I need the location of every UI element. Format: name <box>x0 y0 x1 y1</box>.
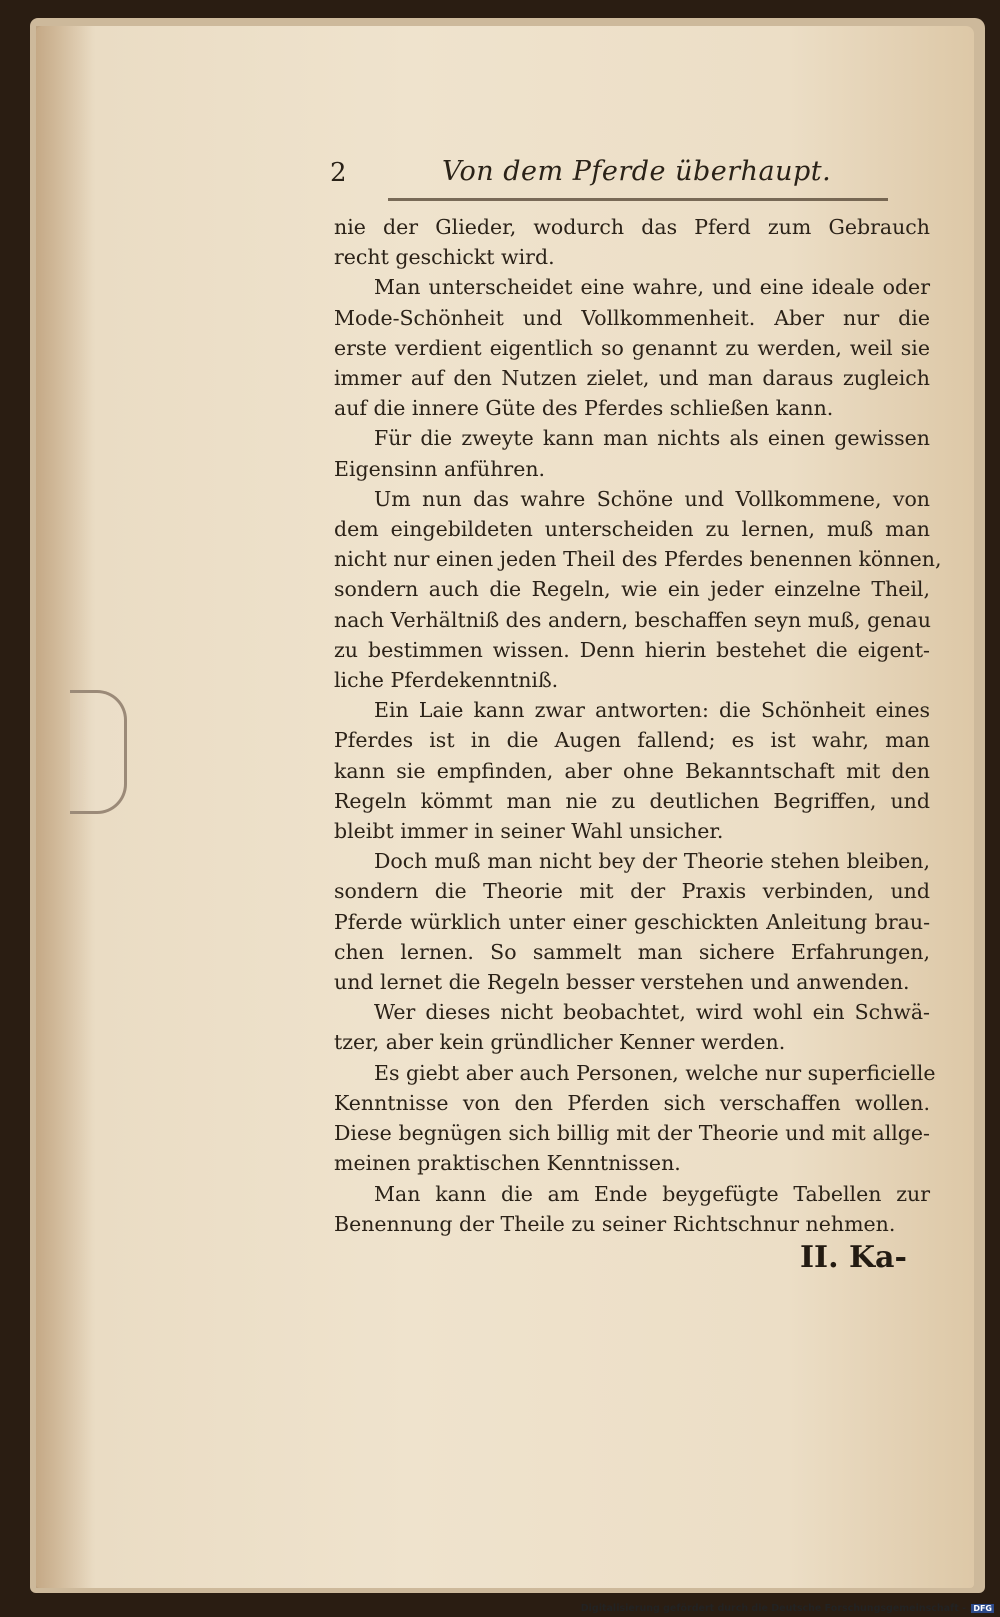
text-line: meinen praktischen Kenntnissen. <box>334 1151 681 1176</box>
text-line: Pferdes ist in die Augen fallend; es ist wahr, man <box>334 728 930 753</box>
text-line: zu bestimmen wissen. Denn hierin bestehet die eigent- <box>334 637 930 662</box>
text-line: Wer dieses nicht beobachtet, wird wohl ein Schwä- <box>374 1000 930 1025</box>
text-line: Es giebt aber auch Personen, welche nur superficielle <box>374 1060 936 1085</box>
text-line: liche Pferdekenntniß. <box>334 668 559 693</box>
text-line: Ein Laie kann zwar antworten: die Schönheit eines <box>374 698 930 723</box>
dfg-logo-icon: DFG <box>973 1604 992 1613</box>
running-head: Von dem Pferde überhaupt. <box>442 156 832 187</box>
text-line: Eigensinn anführen. <box>334 456 546 481</box>
footer-text: Digitalisierung gefördert durch die Deutsche Forschungsgemeinschaft - <box>580 1603 967 1614</box>
page-header <box>330 152 890 198</box>
text-line: Für die zweyte kann man nichts als einen gewissen <box>374 426 930 451</box>
text-line: tzer, aber kein gründlicher Kenner werden. <box>334 1030 786 1055</box>
text-line: Man unterscheidet eine wahre, und eine ideale oder <box>374 275 930 300</box>
text-line: sondern auch die Regeln, wie ein jeder einzelne Theil, <box>334 577 930 602</box>
digitization-footer <box>581 1603 994 1614</box>
text-line: Pferde würklich unter einer geschickten Anleitung brau- <box>334 909 930 934</box>
text-line: erste verdient eigentlich so genannt zu werden, weil sie <box>334 335 930 360</box>
text-line: Mode-Schönheit und Vollkommenheit. Aber nur die <box>334 305 930 330</box>
text-line: recht geschickt wird. <box>334 245 555 270</box>
text-line: Kenntnisse von den Pferden sich verschaffen wollen. <box>334 1090 930 1115</box>
text-line: kann sie empfinden, aber ohne Bekanntschaft mit den <box>334 758 930 783</box>
text-line: Regeln kömmt man nie zu deutlichen Begriffen, und <box>334 788 930 813</box>
header-rule <box>388 198 888 201</box>
text-line: dem eingebildeten unterscheiden zu lernen, muß man <box>334 517 930 542</box>
text-line: Um nun das wahre Schöne und Vollkommene, von <box>374 486 930 511</box>
catchword: II. Ka- <box>800 1240 907 1275</box>
text-line: Diese begnügen sich billig mit der Theorie und mit allge- <box>334 1121 930 1146</box>
text-line: bleibt immer in seiner Wahl unsicher. <box>334 819 724 844</box>
text-line: Doch muß man nicht bey der Theorie stehen bleiben, <box>374 849 930 874</box>
body-text <box>334 212 942 1239</box>
text-line: nicht nur einen jeden Theil des Pferdes benennen können, <box>334 547 942 572</box>
page-number: 2 <box>330 158 347 188</box>
text-line: immer auf den Nutzen zielet, und man daraus zugleich <box>334 366 930 391</box>
text-line: auf die innere Güte des Pferdes schließen kann. <box>334 396 834 421</box>
text-line: Man kann die am Ende beygefügte Tabellen zur <box>374 1181 930 1206</box>
text-line: und lernet die Regeln besser verstehen und anwenden. <box>334 970 910 995</box>
text-line: sondern die Theorie mit der Praxis verbinden, und <box>334 879 930 904</box>
text-line: Benennung der Theile zu seiner Richtschnur nehmen. <box>334 1211 896 1236</box>
paper-clip-mark <box>70 690 127 814</box>
text-line: nach Verhältniß des andern, beschaffen seyn muß, genau <box>334 607 931 632</box>
text-line: chen lernen. So sammelt man sichere Erfahrungen, <box>334 939 930 964</box>
text-line: nie der Glieder, wodurch das Pferd zum Gebrauch <box>334 215 930 239</box>
